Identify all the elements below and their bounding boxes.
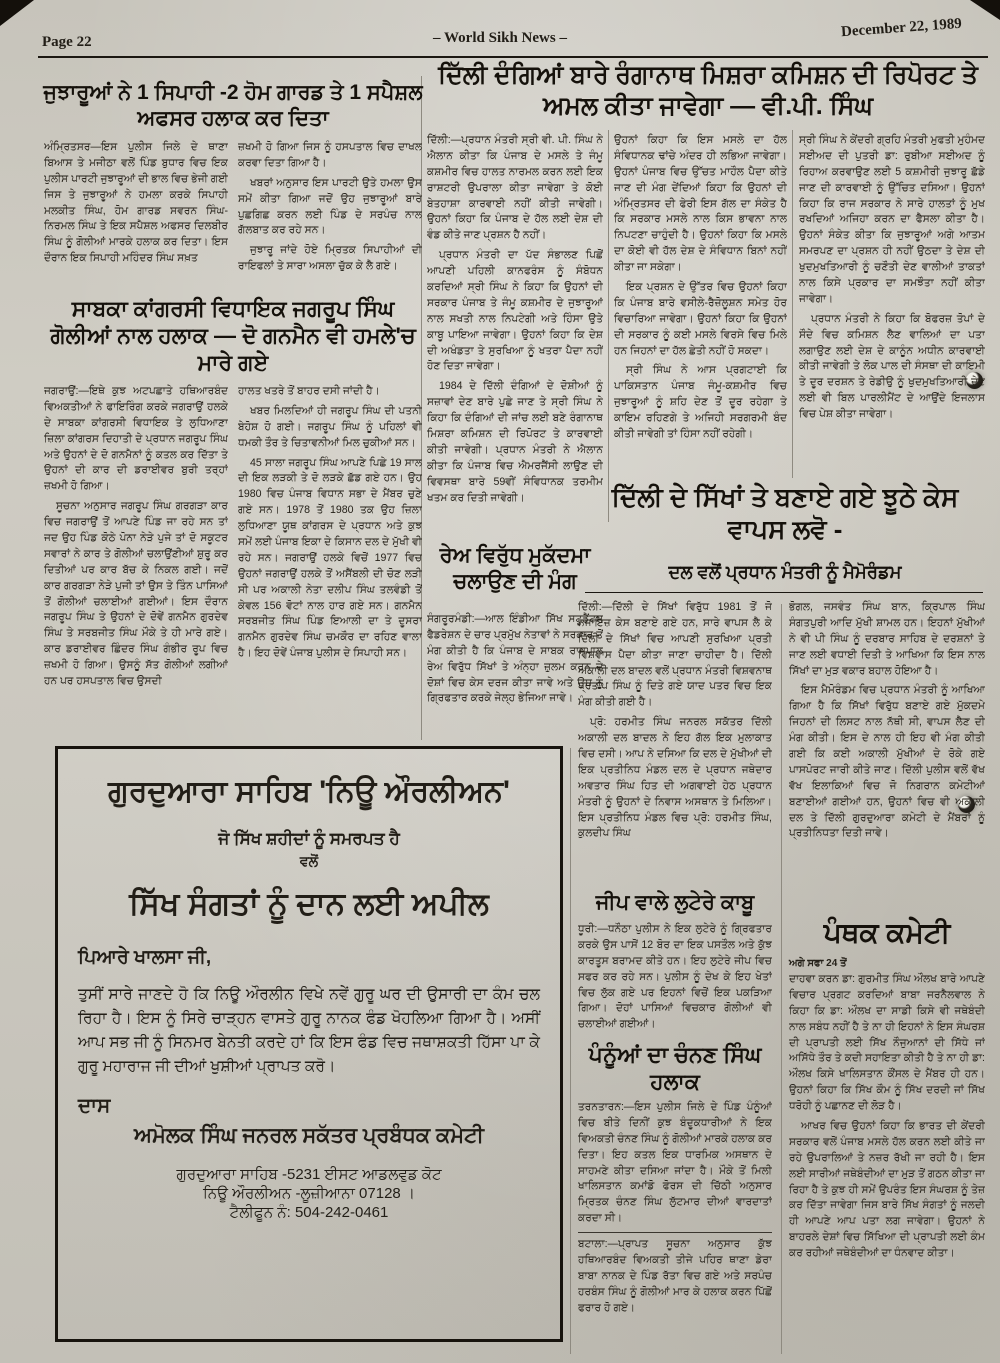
- masthead-title: – World Sikh News –: [433, 30, 567, 46]
- article-headline: ਪੰਨੂੰਆਂ ਦਾ ਚੰਨਣ ਸਿੰਘ ਹਲਾਕ: [588, 1042, 762, 1094]
- scan-corner-mark-left: [0, 0, 34, 26]
- article-column: ਹਾਲਤ ਖਤਰੇ ਤੋਂ ਬਾਹਰ ਦਸੀ ਜਾਂਦੀ ਹੈ। ਖਬਰ ਮਿਲਦਿਆਂ ਹੀ ਜਗਰੂਪ ਸਿੰਘ ਦੀ ਪਤਨੀ ਬੇਹੋਸ਼ ਹੋ ਗਈ। ਜਗਰੂਪ ਸਿੰਘ ਨੂੰ ਪਹਿਲਾਂ ਵੀ ਧਮਕੀ ਤੌਰ ਤੇ ਚਿਤਾਵਨੀਆਂ ਮਿਲ ਚੁਕੀਆਂ ਸਨ। 45 ਸਾਲਾ ਜਗਰੂਪ ਸਿੰਘ ਆਪਣੇ ਪਿਛੇ 19 ਸਾਲ ਦੀ ਇਕ ਲੜਕੀ ਤੇ ਦੋ ਲੜਕੇ ਛੱਡ ਗਏ ਹਨ। ਉਹ 1980 ਵਿਚ ਪੰਜਾਬ ਵਿਧਾਨ ਸਭਾ ਦੇ ਮੈਂਬਰ ਚੁਣੇ ਗਏ ਸਨ। 1978 ਤੋਂ 1980 ਤਕ ਉਹ ਜ਼ਿਲਾ ਲੁਧਿਆਣਾ ਯੂਥ ਕਾਂਗਰਸ ਦੇ ਪ੍ਰਧਾਨ ਅਤੇ ਕੁਝ ਸਮੇਂ ਲਈ ਪੰਜਾਬ ਇਕਾ ਦੇ ਕਿਸਾਨ ਦਲ ਦੇ ਮੁੱਖੀ ਵੀ ਰਹੇ ਸਨ। ਜਗਰਾਉਂ ਹਲਕੇ ਵਿਚੋਂ 1977 ਵਿਚ ਉਹਨਾਂ ਜਗਰਾਉਂ ਹਲਕੇ ਤੋਂ ਅਸੈਂਬਲੀ ਦੀ ਚੋਣ ਲੜੀ ਸੀ ਪਰ ਅਕਾਲੀ ਨੇਤਾ ਦਲੀਪ ਸਿੰਘ ਤਲਵੰਡੀ ਤੋਂ ਕੇਵਲ 156 ਵੋਟਾਂ ਨਾਲ ਹਾਰ ਗਏ ਸਨ। ਗਨਮੈਨ ਸਰਬਜੀਤ ਸਿੰਘ ਪਿੰਡ ਇਆਲੀ ਦਾ ਤੇ ਦੂਸਰਾ ਗਨਮੈਨ ਗੁਰਦੇਵ ਸਿੰਘ ਚਮਕੌਰ ਦਾ ਰਹਿਣ ਵਾਲਾ ਹੈ। ਇਹ ਦੋਵੇਂ ਪੰਜਾਬ ਪੁਲੀਸ ਦੇ ਸਿਪਾਹੀ ਸਨ।: [238, 385, 422, 660]
- ad-salutation: ਪਿਆਰੇ ਖਾਲਸਾ ਜੀ,: [78, 947, 212, 968]
- article-headline: ਦਿੱਲੀ ਦੰਗਿਆਂ ਬਾਰੇ ਰੰਗਾਨਾਥ ਮਿਸ਼ਰਾ ਕਮਿਸ਼ਨ ਦੀ ਰਿਪੋਰਟ ਤੇ ਅਮਲ ਕੀਤਾ ਜਾਵੇਗਾ — ਵੀ.ਪੀ. ਸਿੰਘ: [438, 61, 978, 120]
- paragraph-divider: [578, 1232, 772, 1233]
- article-column: ਅੰਮ੍ਰਿਤਸਰ—ਇਸ ਪੁਲੀਸ ਜਿਲੇ ਦੇ ਥਾਣਾ ਬਿਆਸ ਤੇ ਮਜੀਠਾ ਵਲੋਂ ਪਿੰਡ ਬੁਧਾਰ ਵਿਚ ਇਕ ਪੁਲੀਸ ਪਾਰਟੀ ਜੁਝਾਰੂਆਂ ਦੀ ਭਾਲ ਵਿਚ ਭੇਜੀ ਗਈ ਜਿਸ ਤੇ ਜੁਝਾਰੂਆਂ ਨੇ ਹਮਲਾ ਕਰਕੇ ਸਿਪਾਹੀ ਮਲਕੀਤ ਸਿੰਘ, ਹੋਮ ਗਾਰਡ ਸਵਰਨ ਸਿੰਘ-ਨਿਰਮਲ ਸਿੰਘ ਤੇ ਇਕ ਸਪੈਸ਼ਲ ਅਫਸਰ ਦਿਲਬੀਰ ਸਿੰਘ ਨੂੰ ਗੋਲੀਆਂ ਮਾਰਕੇ ਹਲਾਕ ਕਰ ਦਿਤਾ। ਇਸ ਦੌਰਾਨ ਇਕ ਸਿਪਾਹੀ ਮਹਿੰਦਰ ਸਿੰਘ ਸਖ਼ਤ: [44, 141, 228, 265]
- gurdwara-advertisement: [55, 746, 563, 1342]
- scan-corner-mark-right: [970, 0, 1000, 20]
- ad-signoff: ਦਾਸ: [78, 1095, 111, 1118]
- article-headline: ਜੁਝਾਰੂਆਂ ਨੇ 1 ਸਿਪਾਹੀ -2 ਹੋਮ ਗਾਰਡ ਤੇ 1 ਸਪੈਸ਼ਲ ਅਫਸਰ ਹਲਾਕ ਕਰ ਦਿਤਾ: [43, 81, 423, 130]
- header-rule: [38, 56, 988, 58]
- article-column: ਦਿੱਲੀ:—ਦਿੱਲੀ ਦੇ ਸਿੱਖਾਂ ਵਿਰੁੱਧ 1981 ਤੋਂ ਜੋ ਨਜਾਇਜ਼ ਕੇਸ ਬਣਾਏ ਗਏ ਹਨ, ਸਾਰੇ ਵਾਪਸ ਲੈ ਕੇ ਦਿੱਲੀ ਦੇ ਸਿੱਖਾਂ ਵਿਚ ਆਪਣੀ ਸੁਰਖਿਆ ਪ੍ਰਤੀ ਵਿਸ਼ਵਾਸ ਪੈਦਾ ਕੀਤਾ ਜਾਣਾ ਚਾਹੀਦਾ ਹੈ। ਦਿੱਲੀ ਅਕਾਲੀ ਦਲ ਬਾਦਲ ਵਲੋਂ ਪ੍ਰਧਾਨ ਮੰਤਰੀ ਵਿਸ਼ਵਨਾਥ ਪ੍ਰਤਾਪ ਸਿੰਘ ਨੂੰ ਦਿਤੇ ਗਏ ਯਾਦ ਪਤਰ ਵਿਚ ਇਕ ਮੰਗ ਕੀਤੀ ਗਈ ਹੈ। ਪ੍ਰੋ: ਹਰਮੀਤ ਸਿੰਘ ਜਨਰਲ ਸਕੱਤਰ ਦਿੱਲੀ ਅਕਾਲੀ ਦਲ ਬਾਦਲ ਨੇ ਇਹ ਗੱਲ ਇਕ ਮੁਲਾਕਾਤ ਵਿਚ ਦਸੀ। ਆਪ ਨੇ ਦਸਿਆ ਕਿ ਦਲ ਦੇ ਮੁੱਖੀਆਂ ਦੀ ਇਕ ਪ੍ਰਤੀਨਿਧ ਮੰਡਲ ਦਲ ਦੇ ਪ੍ਰਧਾਨ ਜਥੇਦਾਰ ਅਵਤਾਰ ਸਿੰਘ ਹਿਤ ਦੀ ਅਗਵਾਈ ਹੇਠ ਪ੍ਰਧਾਨ ਮੰਤਰੀ ਨੂੰ ਉਹਨਾਂ ਦੇ ਨਿਵਾਸ ਅਸਥਾਨ ਤੇ ਮਿਲਿਆ। ਇਸ ਪ੍ਰਤੀਨਿਧ ਮੰਡਲ ਵਿਚ ਪ੍ਰੋ: ਹਰਮੀਤ ਸਿੰਘ, ਕੁਲਦੀਪ ਸਿੰਘ: [578, 601, 772, 840]
- article-headline: ਦਿੱਲੀ ਦੇ ਸਿੱਖਾਂ ਤੇ ਬਣਾਏ ਗਏ ਝੂਠੇ ਕੇਸ ਵਾਪਸ ਲਵੋ -: [611, 482, 959, 544]
- ad-appeal-heading: ਸਿੱਖ ਸੰਗਤਾਂ ਨੂੰ ਦਾਨ ਲਈ ਅਪੀਲ: [129, 886, 489, 921]
- article-headline: ਰੇਅ ਵਿਰੁੱਧ ਮੁਕੱਦਮਾ ਚਲਾਉਣ ਦੀ ਮੰਗ: [439, 544, 591, 593]
- ad-dedication: ਜੋ ਸਿੱਖ ਸ਼ਹੀਦਾਂ ਨੂੰ ਸਮਰਪਤ ਹੈ: [218, 829, 400, 848]
- ad-signature: ਅਮੋਲਕ ਸਿੰਘ ਜਨਰਲ ਸਕੱਤਰ ਪ੍ਰਬੰਧਕ ਕਮੇਟੀ: [134, 1124, 484, 1148]
- ad-address-line2: ਨਿਊ ਔਰਲੀਅਨ -ਲੂਜ਼ੀਆਨਾ 07128 ।: [202, 1185, 416, 1203]
- ad-title: ਗੁਰਦੁਆਰਾ ਸਾਹਿਬ 'ਨਿਊ ਔਰਲੀਅਨ': [107, 775, 511, 808]
- ad-address-line1: ਗੁਰਦੁਆਰਾ ਸਾਹਿਬ -5231 ਈਸਟ ਆਡਲਵੁਡ ਕੋਟ: [176, 1166, 442, 1184]
- issue-date: December 22, 1989: [840, 15, 963, 41]
- article-column: ਸ੍ਰੀ ਸਿੰਘ ਨੇ ਕੇਂਦਰੀ ਗ੍ਰਹਿ ਮੰਤਰੀ ਮੁਫਤੀ ਮੁਹੰਮਦ ਸਈਅਦ ਦੀ ਪੁਤਰੀ ਡਾ: ਰੁਬੀਆ ਸਈਅਦ ਨੂੰ ਰਿਹਾਅ ਕਰਵਾਉਣ ਲਈ 5 ਕਸ਼ਮੀਰੀ ਜੁਝਾਰੂ ਛੱਡੇ ਜਾਣ ਦੀ ਕਾਰਵਾਈ ਨੂੰ ਉੱਚਿਤ ਦਸਿਆ। ਉਹਨਾਂ ਕਿਹਾ ਕਿ ਰਾਜ ਸਰਕਾਰ ਨੇ ਸਾਰੇ ਹਾਲਤਾਂ ਨੂੰ ਮੁਖ ਰਖਦਿਆਂ ਅਜਿਹਾ ਕਰਨ ਦਾ ਫੈਸਲਾ ਕੀਤਾ ਹੈ। ਉਹਨਾਂ ਸੰਕੇਤ ਕੀਤਾ ਕਿ ਜੁਝਾਰੂਆਂ ਅਗੇ ਆਤਮ ਸਮਰਪਣ ਦਾ ਪ੍ਰਸ਼ਨ ਹੀ ਨਹੀਂ ਉਠਦਾ ਤੇ ਦੇਸ਼ ਦੀ ਖੁਦਮੁਖਤਿਆਰੀ ਨੂੰ ਚਣੌਤੀ ਦੇਣ ਵਾਲੀਆਂ ਤਾਕਤਾਂ ਨਾਲ ਕਿਸੇ ਪ੍ਰਕਾਰ ਦਾ ਸਮਝੌਤਾ ਨਹੀਂ ਕੀਤਾ ਜਾਵੇਗਾ। ਪ੍ਰਧਾਨ ਮੰਤਰੀ ਨੇ ਕਿਹਾ ਕਿ ਬੋਫਰਜ਼ ਤੋਪਾਂ ਦੇ ਸੌਦੇ ਵਿਚ ਕਮਿਸ਼ਨ ਲੈਣ ਵਾਲਿਆਂ ਦਾ ਪਤਾ ਲਗਾਉਣ ਲਈ ਦੇਸ਼ ਦੇ ਕਾਨੂੰਨ ਅਧੀਨ ਕਾਰਵਾਈ ਕੀਤੀ ਜਾਵੇਗੀ ਤੇ ਲੋਕ ਪਾਲ ਦੀ ਸੰਸਥਾ ਦੀ ਕਾਇਮੀ ਤੇ ਦੂਰ ਦਰਸ਼ਨ ਤੇ ਰੇਡੀਉ ਨੂੰ ਖੁਦਮੁਖਤਿਆਰੀ ਦੇਣ ਲਈ ਵੀ ਬਿਲ ਪਾਰਲੀਮੈਂਟ ਦੇ ਆਉਂਦੇ ਇਜਲਾਸ ਵਿਚ ਪੇਸ਼ ਕੀਤਾ ਜਾਵੇਗਾ।: [799, 134, 985, 421]
- article-column: ਭੋਗਲ, ਜਸਵੰਤ ਸਿੰਘ ਬਾਨ, ਕ੍ਰਿਪਾਲ ਸਿੰਘ ਸੰਗਤਪੁਰੀ ਆਦਿ ਮੁੱਖੀ ਸ਼ਾਮਲ ਹਨ। ਇਹਨਾਂ ਮੁੱਖੀਆਂ ਨੇ ਵੀ ਪੀ ਸਿੰਘ ਨੂੰ ਦਰਬਾਰ ਸਾਹਿਬ ਦੇ ਦਰਸ਼ਨਾਂ ਤੇ ਜਾਣ ਲਈ ਵਧਾਈ ਦਿਤੀ ਤੇ ਆਖਿਆ ਕਿ ਇਸ ਨਾਲ ਸਿੱਖਾਂ ਦਾ ਮੁੜ ਵਕਾਰ ਬਹਾਲ ਹੋਇਆ ਹੈ। ਇਸ ਮੈਮੋਰੰਡਮ ਵਿਚ ਪ੍ਰਧਾਨ ਮੰਤਰੀ ਨੂੰ ਆਖਿਆ ਗਿਆ ਹੈ ਕਿ ਸਿੱਖਾਂ ਵਿਰੁੱਧ ਬਣਾਏ ਗਏ ਮੁੱਕਦਮੇ ਜਿਹਨਾਂ ਦੀ ਲਿਸਟ ਨਾਲ ਨੱਥੀ ਸੀ, ਵਾਪਸ ਲੈਣ ਦੀ ਮੰਗ ਕੀਤੀ। ਇਸ ਦੇ ਨਾਲ ਹੀ ਇਹ ਵੀ ਮੰਗ ਕੀਤੀ ਗਈ ਕਿ ਕਈ ਅਕਾਲੀ ਮੁੱਖੀਆਂ ਦੇ ਰੋਕੇ ਗਏ ਪਾਸਪੋਰਟ ਜਾਰੀ ਕੀਤੇ ਜਾਣ। ਦਿੱਲੀ ਪੁਲੀਸ ਵਲੋਂ ਵੱਖ ਵੱਖ ਇਲਾਕਿਆਂ ਵਿਚ ਜੋ ਨਿਗਰਾਨ ਕਮੇਟੀਆਂ ਬਣਾਈਆਂ ਗਈਆਂ ਹਨ, ਉਹਨਾਂ ਵਿਚ ਵੀ ਅਕਾਲੀ ਦਲ ਤੇ ਦਿੱਲੀ ਗੁਰਦੁਆਰਾ ਕਮੇਟੀ ਦੇ ਮੈਂਬਰਾਂ ਨੂੰ ਪ੍ਰਤੀਨਿਧਤਾ ਦਿਤੀ ਜਾਵੇ।: [789, 601, 985, 840]
- page-number: Page 22: [42, 34, 92, 50]
- article-headline: ਸਾਬਕਾ ਕਾਂਗਰਸੀ ਵਿਧਾਇਕ ਜਗਰੂਪ ਸਿੰਘ ਗੋਲੀਆਂ ਨਾਲ ਹਲਾਕ — ਦੋ ਗਨਮੈਨ ਵੀ ਹਮਲੇ'ਚ ਮਾਰੇ ਗਏ: [50, 296, 416, 375]
- article-body: ਸੰਗਰੂਰਮੰਡੀ:—ਆਲ ਇੰਡੀਆ ਸਿੱਖ ਸਟੂਡੈਂਟਸ ਫੈਡਰੇਸ਼ਨ ਦੇ ਚਾਰ ਪ੍ਰਮੁੱਖ ਨੇਤਾਵਾਂ ਨੇ ਸਰਕਾਰ ਤੋਂ ਮੰਗ ਕੀਤੀ ਹੈ ਕਿ ਪੰਜਾਬ ਦੇ ਸਾਬਕ ਰਾਜਪਾਲ ਰੇਅ ਵਿਰੁੱਧ ਸਿੱਖਾਂ ਤੇ ਅੰਨ੍ਹਾ ਜ਼ੁਲਮ ਕਰਨ ਦੇ ਦੋਸ਼ਾਂ ਵਿਚ ਕੇਸ ਦਰਜ ਕੀਤਾ ਜਾਵੇ ਅਤੇ ਉਸ ਨੂੰ ਗ੍ਰਿਫਤਾਰ ਕਰਕੇ ਜੇਲ੍ਹ ਭੇਜਿਆ ਜਾਵੇ।: [427, 613, 603, 705]
- article-body: ਦਾਹਵਾ ਕਰਨ ਡਾ: ਗੁਰਮੀਤ ਸਿੰਘ ਔਲਖ ਬਾਰੇ ਆਪਣੇ ਵਿਚਾਰ ਪ੍ਰਗਟ ਕਰਦਿਆਂ ਬਾਬਾ ਜਰਨੈਲਵਾਲ ਨੇ ਕਿਹਾ ਕਿ ਡਾ: ਔਲਖ ਦਾ ਸਾਡੀ ਕਿਸੇ ਵੀ ਜਥੇਬੰਦੀ ਨਾਲ ਸਬੰਧ ਨਹੀਂ ਹੈ ਤੇ ਨਾ ਹੀ ਇਹਨਾਂ ਨੇ ਇਸ ਸੰਘਰਸ਼ ਦੀ ਪ੍ਰਾਪਤੀ ਲਈ ਸਿੱਖ ਨੌਜੁਆਨਾਂ ਦੀ ਸਿੱਧੇ ਜਾਂ ਅਸਿੱਧੇ ਤੌਰ ਤੇ ਕਦੀ ਸਹਾਇਤਾ ਕੀਤੀ ਹੈ ਤੇ ਨਾ ਹੀ ਡਾ: ਔਲਖ ਕਿਸੇ ਖਾਲਿਸਤਾਨ ਕੌਂਸਲ ਦੇ ਮੈਂਬਰ ਹੀ ਹਨ। ਉਹਨਾਂ ਕਿਹਾ ਕਿ ਸਿੱਖ ਕੌਮ ਨੂੰ ਸਿੱਖ ਦਰਦੀ ਜਾਂ ਸਿੱਖ ਧਰੋਹੀ ਨੂੰ ਪਛਾਨਣ ਦੀ ਲੋੜ ਹੈ। ਆਖਰ ਵਿਚ ਉਹਨਾਂ ਕਿਹਾ ਕਿ ਭਾਰਤ ਦੀ ਕੇਂਦਰੀ ਸਰਕਾਰ ਵਲੋਂ ਪੰਜਾਬ ਮਸਲੇ ਹੱਲ ਕਰਨ ਲਈ ਕੀਤੇ ਜਾ ਰਹੇ ਉਪਰਾਲਿਆਂ ਤੇ ਨਜ਼ਰ ਰੱਖੀ ਜਾ ਰਹੀ ਹੈ। ਇਸ ਲਈ ਸਾਰੀਆਂ ਜਥੇਬੰਦੀਆਂ ਦਾ ਮੁੜ ਤੋਂ ਗਠਨ ਕੀਤਾ ਜਾ ਰਿਹਾ ਹੈ ਤੇ ਕੁਝ ਹੀ ਸਮੇਂ ਉਪਰੰਤ ਇਸ ਸੰਘਰਸ਼ ਨੂੰ ਤੇਜ਼ ਕਰ ਦਿੱਤਾ ਜਾਵੇਗਾ ਜਿਸ ਬਾਰੇ ਸਿੱਖ ਸੰਗਤਾਂ ਨੂੰ ਜਲਦੀ ਹੀ ਆਪਣੇ ਆਪ ਪਤਾ ਲਗ ਜਾਵੇਗਾ। ਉਹਨਾਂ ਨੇ ਬਾਹਰਲੇ ਦੇਸ਼ਾਂ ਵਿਚ ਸਿੱਖਿਆ ਦੀ ਪ੍ਰਾਪਤੀ ਲਈ ਕੰਮ ਕਰ ਰਹੀਆਂ ਜਥੇਬੰਦੀਆਂ ਦਾ ਧੰਨਵਾਦ ਕੀਤਾ।: [789, 973, 985, 1260]
- article-column: ਜ਼ਖਮੀ ਹੋ ਗਿਆ ਜਿਸ ਨੂੰ ਹਸਪਤਾਲ ਵਿਚ ਦਾਖਲ ਕਰਵਾ ਦਿਤਾ ਗਿਆ ਹੈ। ਖਬਰਾਂ ਅਨੁਸਾਰ ਇਸ ਪਾਰਟੀ ਉਤੇ ਹਮਲਾ ਉਸ ਸਮੇਂ ਕੀਤਾ ਗਿਆ ਜਦੋਂ ਉਹ ਜੁਝਾਰੂਆਂ ਬਾਰੇ ਪੁਛਗਿਛ ਕਰਨ ਲਈ ਪਿੰਡ ਦੇ ਸਰਪੰਚ ਨਾਲ ਗੱਲਬਾਤ ਕਰ ਰਹੇ ਸਨ। ਜੁਝਾਰੂ ਜਾਂਦੇ ਹੋਏ ਮ੍ਰਿਤਕ ਸਿਪਾਹੀਆਂ ਦੀ ਰਾਇਫਲਾਂ ਤੇ ਸਾਰਾ ਅਸਲਾ ਚੁੱਕ ਕੇ ਲੈ ਗਏ।: [238, 141, 422, 273]
- ad-from-word: ਵਲੋਂ: [299, 853, 319, 869]
- article-paragraph: ਤਰਨਤਾਰਨ:—ਇਸ ਪੁਲੀਸ ਜਿਲੇ ਦੇ ਪਿੰਡ ਪੰਨੂੰਆਂ ਵਿਚ ਬੀਤੇ ਦਿਨੀਂ ਕੁਝ ਬੰਦੂਕਧਾਰੀਆਂ ਨੇ ਇਕ ਵਿਅਕਤੀ ਚੰਨਣ ਸਿੰਘ ਨੂੰ ਗੋਲੀਆਂ ਮਾਰਕੇ ਹਲਾਕ ਕਰ ਦਿਤਾ। ਇਹ ਕਤਲ ਇਕ ਧਾਰਮਿਕ ਅਸਥਾਨ ਦੇ ਸਾਹਮਣੇ ਕੀਤਾ ਦਸਿਆ ਜਾਂਦਾ ਹੈ। ਮੌਕੇ ਤੋਂ ਮਿਲੀ ਖਾਲਿਸਤਾਨ ਕਮਾਂਡੋ ਫੋਰਸ ਦੀ ਚਿੱਠੀ ਅਨੁਸਾਰ ਮ੍ਰਿਤਕ ਚੰਨਣ ਸਿੰਘ ਲੁੱਟਮਾਰ ਦੀਆਂ ਵਾਰਦਾਤਾਂ ਕਰਦਾ ਸੀ।: [578, 1101, 772, 1225]
- column-divider: [781, 604, 782, 1354]
- article-column: ਉਹਨਾਂ ਕਿਹਾ ਕਿ ਇਸ ਮਸਲੇ ਦਾ ਹੱਲ ਸੰਵਿਧਾਨਕ ਢਾਂਚੇ ਅੰਦਰ ਹੀ ਲਭਿਆ ਜਾਵੇਗਾ। ਉਹਨਾਂ ਪੰਜਾਬ ਵਿਚ ਉੱਚਤ ਮਾਹੌਲ ਪੈਦਾ ਕੀਤੇ ਜਾਣ ਦੀ ਮੰਗ ਦੇਂਦਿਆਂ ਕਿਹਾ ਕਿ ਉਹਨਾਂ ਦੀ ਅੰਮ੍ਰਿਤਸਰ ਦੀ ਫੇਰੀ ਇਸ ਗੱਲ ਦਾ ਸੰਕੇਤ ਹੈ ਕਿ ਸਰਕਾਰ ਮਸਲੇ ਨਾਲ ਕਿਸ ਭਾਵਨਾ ਨਾਲ ਨਿਪਟਣਾ ਚਾਹੁੰਦੀ ਹੈ। ਉਹਨਾਂ ਕਿਹਾ ਕਿ ਮਸਲੇ ਦਾ ਕੋਈ ਵੀ ਹੱਲ ਦੇਸ਼ ਦੇ ਸੰਵਿਧਾਨ ਬਿਨਾਂ ਨਹੀਂ ਕੀਤਾ ਜਾ ਸਕੇਗਾ। ਇਕ ਪ੍ਰਸ਼ਨ ਦੇ ਉੱਤਰ ਵਿਚ ਉਹਨਾਂ ਕਿਹਾ ਕਿ ਪੰਜਾਬ ਬਾਰੇ ਵਸੀਲੇ-ਰੈਜ਼ੋਲੂਸ਼ਨ ਸਮੇਤ ਹੋਰ ਵਿਚਾਰਿਆ ਜਾਵੇਗਾ। ਉਹਨਾਂ ਕਿਹਾ ਕਿ ਉਹਨਾਂ ਦੀ ਸਰਕਾਰ ਨੂੰ ਕਈ ਮਸਲੇ ਵਿਰਸੇ ਵਿਚ ਮਿਲੇ ਹਨ ਜਿਹਨਾਂ ਦਾ ਹੱਲ ਛੇਤੀ ਨਹੀਂ ਹੋ ਸਕਦਾ। ਸ੍ਰੀ ਸਿੰਘ ਨੇ ਆਸ ਪ੍ਰਗਟਾਈ ਕਿ ਪਾਕਿਸਤਾਨ ਪੰਜਾਬ ਜੰਮੂ-ਕਸ਼ਮੀਰ ਵਿਚ ਜੁਝਾਰੂਆਂ ਨੂੰ ਸ਼ਹਿ ਦੇਣ ਤੋਂ ਦੂਰ ਰਹੇਗਾ ਤੇ ਕਾਇਮ ਰਹਿਣਗੇ ਤੇ ਅਜਿਹੀ ਸਰਗਰਮੀ ਬੰਦ ਕੀਤੀ ਜਾਵੇਗੀ ਤਾਂ ਹਿੰਸਾ ਨਹੀਂ ਰਹੇਗੀ।: [614, 134, 787, 441]
- continued-from-note: ਅਗੇ ਸਫਾ 24 ਤੋਂ: [789, 958, 847, 969]
- article-subheadline: ਦਲ ਵਲੋਂ ਪ੍ਰਧਾਨ ਮੰਤਰੀ ਨੂੰ ਮੈਮੋਰੰਡਮ: [668, 562, 902, 582]
- article-column: ਜਗਰਾਉਂ:—ਇਥੇ ਕੁਝ ਅਟਪਛਾਤੇ ਹਥਿਆਰਬੰਦ ਵਿਅਕਤੀਆਂ ਨੇ ਫਾਇਰਿੰਗ ਕਰਕੇ ਜਗਰਾਉਂ ਹਲਕੇ ਦੇ ਸਾਬਕਾ ਕਾਂਗਰਸੀ ਵਿਧਾਇਕ ਤੇ ਲੁਧਿਆਣਾ ਜ਼ਿਲਾ ਕਾਂਗਰਸ ਦਿਹਾਤੀ ਦੇ ਪ੍ਰਧਾਨ ਜਗਰੂਪ ਸਿੰਘ ਅਤੇ ਉਹਨਾਂ ਦੇ ਦੋ ਗਨਮੈਨਾਂ ਨੂੰ ਕਤਲ ਕਰ ਦਿੱਤਾ ਤੇ ਉਹਨਾਂ ਦੀ ਕਾਰ ਦੀ ਡਰਾਈਵਰ ਬੁਰੀ ਤਰ੍ਹਾਂ ਜ਼ਖਮੀ ਹੋ ਗਿਆ। ਸੂਚਨਾ ਅਨੁਸਾਰ ਜਗਰੂਪ ਸਿੰਘ ਗਰਗੜਾ ਕਾਰ ਵਿਚ ਜਗਰਾਉਂ ਤੋਂ ਆਪਣੇ ਪਿੰਡ ਜਾ ਰਹੇ ਸਨ ਤਾਂ ਜਦ ਉਹ ਪਿੰਡ ਕੋਠੇ ਪੋਨਾ ਨੇੜੇ ਪੁਜੇ ਤਾਂ ਦੋ ਸਕੂਟਰ ਸਵਾਰਾਂ ਨੇ ਕਾਰ ਤੇ ਗੋਲੀਆਂ ਚਲਾਉਂਣੀਆਂ ਸ਼ੁਰੂ ਕਰ ਦਿਤੀਆਂ ਪਰ ਕਾਰ ਬੱਚ ਕੇ ਨਿਕਲ ਗਈ। ਜਦੋਂ ਕਾਰ ਗਰਗੜਾ ਨੇੜੇ ਪੁਜੀ ਤਾਂ ਉਸ ਤੇ ਤਿੰਨ ਪਾਸਿਆਂ ਤੋਂ ਗੋਲੀਆਂ ਚਲਾਈਆਂ ਗਈਆਂ। ਇਸ ਦੌਰਾਨ ਜਗਰੂਪ ਸਿੰਘ ਤੇ ਉਹਨਾਂ ਦੇ ਦੋਵੇਂ ਗਨਮੈਨ ਗੁਰਦੇਵ ਸਿੰਘ ਤੇ ਸਰਬਜੀਤ ਸਿੰਘ ਮੌਕੇ ਤੇ ਹੀ ਮਾਰੇ ਗਏ। ਕਾਰ ਡਰਾਈਵਰ ਛਿੰਦਰ ਸਿੰਘ ਗੰਭੀਰ ਰੂਪ ਵਿਚ ਜ਼ਖਮੀ ਹੋ ਗਿਆ। ਉਸਨੂੰ ਸੱਤ ਗੋਲੀਆਂ ਲਗੀਆਂ ਹਨ ਪਰ ਹਸਪਤਾਲ ਵਿਚ ਉਸਦੀ: [44, 385, 228, 688]
- article-paragraph: ਬਟਾਲਾ:—ਪ੍ਰਾਪਤ ਸੂਚਨਾ ਅਨੁਸਾਰ ਕੁੱਝ ਹਥਿਆਰਬੰਦ ਵਿਅਕਤੀ ਤੀਜੇ ਪਹਿਰ ਥਾਣਾ ਡੇਰਾ ਬਾਬਾ ਨਾਨਕ ਦੇ ਪਿੰਡ ਰੱਤਾ ਵਿਚ ਗਏ ਅਤੇ ਸਰਪੰਚ ਹਰਬੰਸ ਸਿੰਘ ਨੂੰ ਗੋਲੀਆਂ ਮਾਰ ਕੇ ਹਲਾਕ ਕਰਨ ਪਿੱਛੋਂ ਫਰਾਰ ਹੋ ਗਏ।: [578, 1238, 772, 1314]
- article-column: ਦਿੱਲੀ:—ਪ੍ਰਧਾਨ ਮੰਤਰੀ ਸ੍ਰੀ ਵੀ. ਪੀ. ਸਿੰਘ ਨੇ ਐਲਾਨ ਕੀਤਾ ਕਿ ਪੰਜਾਬ ਦੇ ਮਸਲੇ ਤੇ ਜੰਮੂ ਕਸ਼ਮੀਰ ਵਿਚ ਹਾਲਤ ਨਾਰਮਲ ਕਰਨ ਲਈ ਇਕ ਰਾਸ਼ਟਰੀ ਉਪਰਾਲਾ ਕੀਤਾ ਜਾਵੇਗਾ ਤੇ ਕੋਈ ਬੇਤਹਾਸ਼ਾ ਕਾਰਵਾਈ ਨਹੀਂ ਕੀਤੀ ਜਾਵੇਗੀ। ਉਹਨਾਂ ਕਿਹਾ ਕਿ ਪੰਜਾਬ ਦੇ ਹੱਲ ਲਈ ਦੇਸ਼ ਦੀ ਵੰਡ ਕੀਤੇ ਜਾਣ ਪ੍ਰਸ਼ਨ ਹੈ ਨਹੀਂ। ਪ੍ਰਧਾਨ ਮੰਤਰੀ ਦਾ ਪੱਦ ਸੰਭਾਲਣ ਪਿਛੋਂ ਆਪਣੀ ਪਹਿਲੀ ਕਾਨਫਰੰਸ ਨੂੰ ਸੰਬੋਧਨ ਕਰਦਿਆਂ ਸ੍ਰੀ ਸਿੰਘ ਨੇ ਕਿਹਾ ਕਿ ਉਹਨਾਂ ਦੀ ਸਰਕਾਰ ਪੰਜਾਬ ਤੇ ਜੰਮੂ ਕਸ਼ਮੀਰ ਦੇ ਜੁਝਾਰੂਆਂ ਨਾਲ ਸਖਤੀ ਨਾਲ ਨਿਪਟੇਗੀ ਅਤੇ ਹਿੰਸਾ ਉਤੇ ਕਾਬੂ ਪਾਇਆ ਜਾਵੇਗਾ। ਉਹਨਾਂ ਕਿਹਾ ਕਿ ਦੇਸ਼ ਦੀ ਅਖੰਡਤਾ ਤੇ ਸੁਰਖਿਆ ਨੂੰ ਖਤਰਾ ਪੈਦਾ ਨਹੀਂ ਹੋਣ ਦਿਤਾ ਜਾਵੇਗਾ। 1984 ਦੇ ਦਿੱਲੀ ਦੰਗਿਆਂ ਦੇ ਦੋਸ਼ੀਆਂ ਨੂੰ ਸਜ਼ਾਵਾਂ ਦੇਣ ਬਾਰੇ ਪੁਛੇ ਜਾਣ ਤੇ ਸ੍ਰੀ ਸਿੰਘ ਨੇ ਕਿਹਾ ਕਿ ਦੰਗਿਆਂ ਦੀ ਜਾਂਚ ਲਈ ਬਣੇ ਰੰਗਾਨਾਥ ਮਿਸ਼ਰਾ ਕਮਿਸ਼ਨ ਦੀ ਰਿਪੋਰਟ ਤੇ ਕਾਰਵਾਈ ਕੀਤੀ ਜਾਵੇਗੀ। ਪ੍ਰਧਾਨ ਮੰਤਰੀ ਨੇ ਐਲਾਨ ਕੀਤਾ ਕਿ ਪੰਜਾਬ ਵਿਚ ਐਮਰਜੈਂਸੀ ਲਾਉਣ ਦੀ ਵਿਵਸਥਾ ਬਾਰੇ 59ਵੀਂ ਸੰਵਿਧਾਨਕ ਤਰਮੀਮ ਖਤਮ ਕਰ ਦਿਤੀ ਜਾਵੇਗੀ।: [427, 134, 603, 504]
- article-body: ਧੂਰੀ:—ਧਨੌਠਾ ਪੁਲੀਸ ਨੇ ਇਕ ਲੁਟੇਰੇ ਨੂੰ ਗ੍ਰਿਫਤਾਰ ਕਰਕੇ ਉਸ ਪਾਸੋਂ 12 ਬੋਰ ਦਾ ਇਕ ਪਸਤੌਲ ਅਤੇ ਕੁੱਝ ਕਾਰਤੂਸ ਬਰਾਮਦ ਕੀਤੇ ਹਨ। ਇਹ ਲੁਟੇਰੇ ਜੀਪ ਵਿਚ ਸਫਰ ਕਰ ਰਹੇ ਸਨ। ਪੁਲੀਸ ਨੂੰ ਦੇਖ ਕੇ ਇਹ ਖੇਤਾਂ ਵਿਚ ਲੁੱਕ ਗਏ ਪਰ ਇਹਨਾਂ ਵਿਚੋਂ ਇਕ ਪਕੜਿਆ ਗਿਆ। ਦੋਹਾਂ ਪਾਸਿਆਂ ਵਿਚਕਾਰ ਗੋਲੀਆਂ ਵੀ ਚਲਾਈਆਂ ਗਈਆਂ।: [578, 923, 772, 1031]
- article-body-wrap: [578, 1100, 772, 1358]
- subhead-rule: [585, 592, 983, 593]
- column-divider: [608, 130, 609, 522]
- article-headline: ਪੰਥਕ ਕਮੇਟੀ: [823, 917, 951, 948]
- ad-phone: ਟੈਲੀਫੂਨ ਨੰ: 504-242-0461: [229, 1204, 389, 1222]
- column-divider: [792, 130, 793, 478]
- article-headline: ਜੀਪ ਵਾਲੇ ਲੁਟੇਰੇ ਕਾਬੂ: [595, 891, 755, 914]
- ad-body-text: ਤੁਸੀਂ ਸਾਰੇ ਜਾਣਦੇ ਹੋ ਕਿ ਨਿਊ ਔਰਲੀਨ ਵਿਖੇ ਨਵੇਂ ਗੁਰੂ ਘਰ ਦੀ ਉਸਾਰੀ ਦਾ ਕੰਮ ਚਲ ਰਿਹਾ ਹੈ। ਇਸ ਨੂੰ ਸਿਰੇ ਚਾੜ੍ਹਨ ਵਾਸਤੇ ਗੁਰੂ ਨਾਨਕ ਫੰਡ ਖੋਹਲਿਆ ਗਿਆ ਹੈ। ਅਸੀਂ ਆਪ ਸਭ ਜੀ ਨੂੰ ਸਿਨਮਰ ਬੇਨਤੀ ਕਰਦੇ ਹਾਂ ਕਿ ਇਸ ਫੰਡ ਵਿਚ ਜਥਾਸ਼ਕਤੀ ਹਿੱਸਾ ਪਾ ਕੇ ਗੁਰੂ ਮਹਾਰਾਜ ਜੀ ਦੀਆਂ ਖੁਸ਼ੀਆਂ ਪ੍ਰਾਪਤ ਕਰੋ।: [78, 986, 540, 1076]
- column-divider: [570, 748, 571, 1354]
